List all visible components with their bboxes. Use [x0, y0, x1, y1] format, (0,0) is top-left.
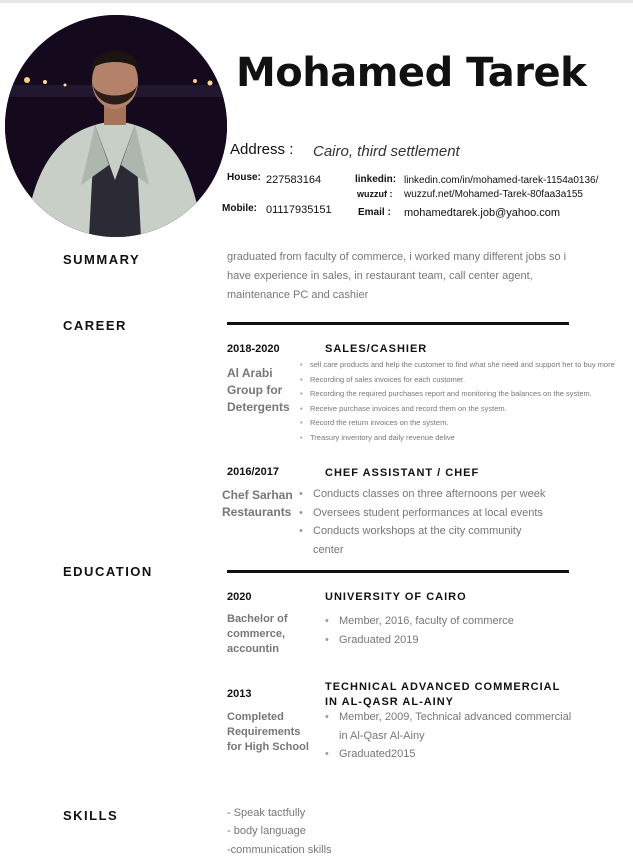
job-1-duty: • Treasury inventory and daily revenue delive — [298, 431, 632, 446]
skill-item: - body language — [227, 825, 306, 837]
top-border — [0, 0, 633, 3]
job-1-years: 2018-2020 — [227, 343, 280, 355]
full-name: Mohamed Tarek — [236, 50, 587, 96]
edu-2-details — [325, 708, 575, 764]
edu-1-detail: • Member, 2016, faculty of commerce — [325, 612, 575, 631]
summary-heading: SUMMARY — [63, 252, 141, 267]
job-2-org: Chef Sarhan Restaurants — [222, 488, 293, 519]
job-1-duty: • Recording the required purchases report and monitoring the balances on the system. — [298, 387, 632, 402]
edu-2-school: TECHNICAL ADVANCED COMMERCIAL IN AL-QASR AL-AINY — [325, 681, 561, 708]
linkedin-value: linkedin.com/in/mohamed-tarek-1154a0136/ — [404, 175, 599, 186]
job-1-title: SALES/CASHIER — [325, 343, 428, 355]
house-value: 227583164 — [266, 174, 322, 186]
job-1-duty: • sell care products and help the customer to find what she need and support her to buy more — [298, 358, 632, 373]
education-divider — [227, 570, 569, 573]
profile-photo — [5, 15, 227, 237]
job-2-years: 2016/2017 — [227, 466, 279, 478]
job-1-duty: • Receive purchase invoices and record them on the system. — [298, 402, 632, 417]
house-label: House: — [227, 172, 261, 183]
edu-1-details — [325, 612, 575, 649]
profile-photo-image — [5, 15, 227, 237]
career-heading: CAREER — [63, 318, 127, 333]
career-divider — [227, 322, 569, 325]
edu-2-year: 2013 — [227, 688, 252, 700]
email-label: Email : — [358, 207, 391, 218]
email-value: mohamedtarek.job@yahoo.com — [404, 207, 561, 219]
job-1-duties — [298, 358, 632, 445]
job-2-title: CHEF ASSISTANT / CHEF — [325, 467, 480, 479]
edu-1-detail: • Graduated 2019 — [325, 631, 575, 650]
mobile-value: 01117935151 — [266, 204, 332, 216]
wuzzuf-label: wuzzuf : — [357, 189, 393, 199]
job-2-duty: • Conducts workshops at the city community center — [299, 522, 549, 559]
skills-heading: SKILLS — [63, 808, 119, 823]
edu-1-year: 2020 — [227, 591, 252, 603]
edu-1-degree: Bachelor of commerce, accountin — [227, 613, 288, 655]
summary-text: graduated from faculty of commerce, i worked many different jobs so i have experience in sales, in restaurant team, call center agent, maintenance PC and cashier — [227, 251, 567, 301]
job-1-org: Al Arabi Group for Detergents — [227, 366, 290, 414]
job-2-duty: • Oversees student performances at local events — [299, 504, 549, 523]
edu-2-degree: Completed Requirements for High School — [227, 711, 309, 753]
education-heading: EDUCATION — [63, 564, 153, 579]
edu-2-detail: • Member, 2009, Technical advanced commercial in Al-Qasr Al-Ainy — [325, 708, 575, 745]
job-2-duty: • Conducts classes on three afternoons per week — [299, 485, 549, 504]
skill-item: -communication skills — [227, 844, 332, 856]
mobile-label: Mobile: — [222, 203, 257, 214]
address-label: Address : — [230, 141, 294, 158]
job-2-duties — [299, 485, 549, 559]
wuzzuf-value: wuzzuf.net/Mohamed-Tarek-80faa3a155 — [404, 189, 583, 200]
job-1-duty: • Recording of sales invoices for each customer. — [298, 373, 632, 388]
edu-2-detail: • Graduated2015 — [325, 745, 575, 764]
skill-item: - Speak tactfully — [227, 807, 306, 819]
address-value: Cairo, third settlement — [313, 143, 460, 160]
linkedin-label: linkedin: — [355, 174, 397, 185]
edu-1-school: UNIVERSITY OF CAIRO — [325, 591, 467, 603]
job-1-duty: • Record the return invoices on the system. — [298, 416, 632, 431]
